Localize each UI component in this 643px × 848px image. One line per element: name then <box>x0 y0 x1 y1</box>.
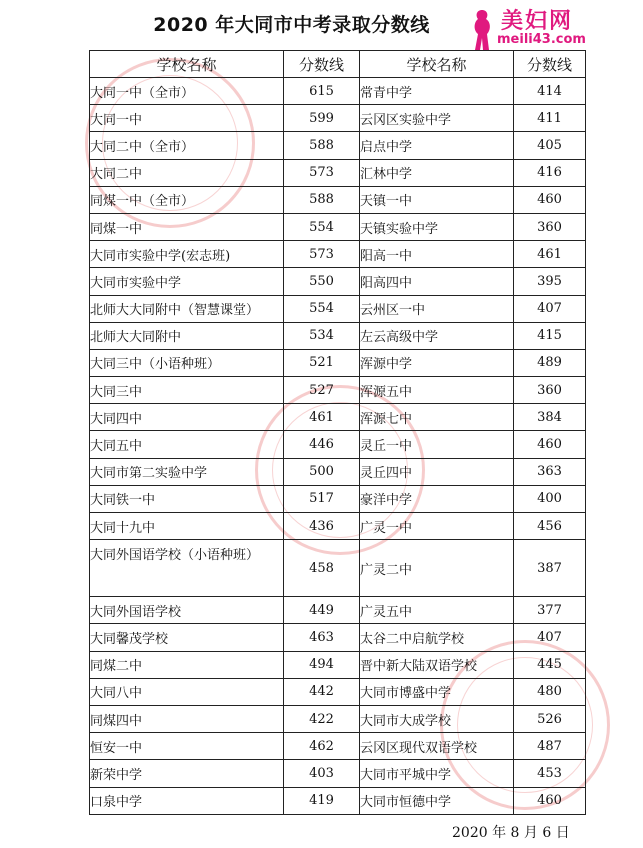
right-score: 395 <box>514 268 586 295</box>
left-score: 419 <box>284 787 360 814</box>
right-school-name: 灵丘一中 <box>360 431 514 458</box>
left-school-name: 大同二中（全市） <box>90 132 284 159</box>
right-score: 526 <box>514 705 586 732</box>
left-school-name: 北师大大同附中（智慧课堂） <box>90 295 284 322</box>
left-school-name: 口泉中学 <box>90 787 284 814</box>
table-row <box>90 377 586 404</box>
right-score: 445 <box>514 651 586 678</box>
right-score: 363 <box>514 458 586 485</box>
left-score: 573 <box>284 159 360 186</box>
left-score: 442 <box>284 678 360 705</box>
table-row <box>90 132 586 159</box>
left-school-name: 大同三中（小语种班） <box>90 349 284 376</box>
right-school-name: 大同市恒德中学 <box>360 787 514 814</box>
left-school-name: 大同一中 <box>90 105 284 132</box>
table-row <box>90 186 586 213</box>
right-score: 407 <box>514 295 586 322</box>
table-row <box>90 651 586 678</box>
table-row <box>90 268 586 295</box>
right-school-name: 晋中新大陆双语学校 <box>360 651 514 678</box>
left-score: 527 <box>284 377 360 404</box>
table-row <box>90 295 586 322</box>
left-school-name: 大同外国语学校 <box>90 597 284 624</box>
left-score: 615 <box>284 78 360 105</box>
left-school-name: 同煤一中 <box>90 213 284 240</box>
left-school-name: 大同一中（全市） <box>90 78 284 105</box>
right-score: 416 <box>514 159 586 186</box>
left-school-name: 大同四中 <box>90 404 284 431</box>
left-school-name: 恒安一中 <box>90 733 284 760</box>
right-score: 460 <box>514 186 586 213</box>
document-date: 2020 年 8 月 6 日 <box>452 825 570 841</box>
logo-url: meili43.com <box>497 32 586 47</box>
table-row <box>90 159 586 186</box>
right-score: 480 <box>514 678 586 705</box>
table-row <box>90 705 586 732</box>
left-school-name: 大同市实验中学(宏志班) <box>90 241 284 268</box>
right-school-name: 云州区一中 <box>360 295 514 322</box>
right-score: 377 <box>514 597 586 624</box>
right-school-name: 豪洋中学 <box>360 485 514 512</box>
left-school-name: 同煤四中 <box>90 705 284 732</box>
left-school-name: 大同外国语学校（小语种班） <box>90 540 284 597</box>
table-row <box>90 322 586 349</box>
left-score: 446 <box>284 431 360 458</box>
right-score: 487 <box>514 733 586 760</box>
right-school-name: 浑源七中 <box>360 404 514 431</box>
table-body <box>90 78 586 815</box>
left-school-name: 大同三中 <box>90 377 284 404</box>
table-row <box>90 624 586 651</box>
right-score: 489 <box>514 349 586 376</box>
right-school-name: 汇林中学 <box>360 159 514 186</box>
logo-brand: 美妇网 <box>501 8 574 34</box>
right-score: 407 <box>514 624 586 651</box>
table-row <box>90 431 586 458</box>
right-score: 384 <box>514 404 586 431</box>
right-school-name: 左云高级中学 <box>360 322 514 349</box>
table-row <box>90 458 586 485</box>
document-title: 2020 年大同市中考录取分数线 <box>153 14 430 36</box>
left-score: 500 <box>284 458 360 485</box>
score-table <box>89 50 586 815</box>
table-row <box>90 540 586 597</box>
header-score-left: 分数线 <box>284 51 360 78</box>
left-score: 494 <box>284 651 360 678</box>
left-score: 588 <box>284 186 360 213</box>
left-score: 449 <box>284 597 360 624</box>
site-logo[interactable] <box>467 4 637 52</box>
right-score: 456 <box>514 513 586 540</box>
left-school-name: 大同市实验中学 <box>90 268 284 295</box>
right-score: 400 <box>514 485 586 512</box>
right-school-name: 广灵一中 <box>360 513 514 540</box>
table-row <box>90 404 586 431</box>
table-row <box>90 78 586 105</box>
left-score: 517 <box>284 485 360 512</box>
left-score: 463 <box>284 624 360 651</box>
right-school-name: 大同市博盛中学 <box>360 678 514 705</box>
table-row <box>90 787 586 814</box>
right-school-name: 启点中学 <box>360 132 514 159</box>
table-row <box>90 733 586 760</box>
table-row <box>90 678 586 705</box>
table-row <box>90 349 586 376</box>
right-school-name: 灵丘四中 <box>360 458 514 485</box>
right-school-name: 常青中学 <box>360 78 514 105</box>
right-school-name: 阳高四中 <box>360 268 514 295</box>
right-school-name: 太谷二中启航学校 <box>360 624 514 651</box>
left-score: 458 <box>284 540 360 597</box>
right-school-name: 广灵五中 <box>360 597 514 624</box>
right-score: 405 <box>514 132 586 159</box>
left-score: 521 <box>284 349 360 376</box>
left-school-name: 北师大大同附中 <box>90 322 284 349</box>
header-school-name-right: 学校名称 <box>360 51 514 78</box>
left-school-name: 大同八中 <box>90 678 284 705</box>
right-school-name: 浑源五中 <box>360 377 514 404</box>
left-score: 554 <box>284 295 360 322</box>
left-school-name: 大同馨茂学校 <box>90 624 284 651</box>
right-school-name: 广灵二中 <box>360 540 514 597</box>
left-school-name: 同煤一中（全市） <box>90 186 284 213</box>
table-row <box>90 485 586 512</box>
table-row <box>90 597 586 624</box>
table-row <box>90 105 586 132</box>
table-row <box>90 760 586 787</box>
right-score: 460 <box>514 431 586 458</box>
right-school-name: 云冈区实验中学 <box>360 105 514 132</box>
left-school-name: 大同市第二实验中学 <box>90 458 284 485</box>
right-school-name: 大同市大成学校 <box>360 705 514 732</box>
left-score: 599 <box>284 105 360 132</box>
left-score: 534 <box>284 322 360 349</box>
left-score: 573 <box>284 241 360 268</box>
right-score: 415 <box>514 322 586 349</box>
right-score: 411 <box>514 105 586 132</box>
table-row <box>90 213 586 240</box>
left-school-name: 新荣中学 <box>90 760 284 787</box>
right-score: 414 <box>514 78 586 105</box>
left-score: 462 <box>284 733 360 760</box>
right-score: 460 <box>514 787 586 814</box>
left-score: 436 <box>284 513 360 540</box>
left-score: 554 <box>284 213 360 240</box>
right-score: 461 <box>514 241 586 268</box>
left-school-name: 大同铁一中 <box>90 485 284 512</box>
left-score: 422 <box>284 705 360 732</box>
right-school-name: 天镇一中 <box>360 186 514 213</box>
right-score: 453 <box>514 760 586 787</box>
right-score: 387 <box>514 540 586 597</box>
left-school-name: 大同二中 <box>90 159 284 186</box>
left-school-name: 大同十九中 <box>90 513 284 540</box>
right-score: 360 <box>514 213 586 240</box>
woman-silhouette-icon <box>467 6 497 52</box>
left-score: 588 <box>284 132 360 159</box>
table-row <box>90 513 586 540</box>
left-score: 461 <box>284 404 360 431</box>
table-row <box>90 241 586 268</box>
right-score: 360 <box>514 377 586 404</box>
right-school-name: 天镇实验中学 <box>360 213 514 240</box>
right-school-name: 浑源中学 <box>360 349 514 376</box>
header-school-name-left: 学校名称 <box>90 51 284 78</box>
left-school-name: 同煤二中 <box>90 651 284 678</box>
header-score-right: 分数线 <box>514 51 586 78</box>
right-school-name: 阳高一中 <box>360 241 514 268</box>
table-header-row <box>90 51 586 78</box>
left-school-name: 大同五中 <box>90 431 284 458</box>
left-score: 550 <box>284 268 360 295</box>
left-score: 403 <box>284 760 360 787</box>
right-school-name: 大同市平城中学 <box>360 760 514 787</box>
right-school-name: 云冈区现代双语学校 <box>360 733 514 760</box>
